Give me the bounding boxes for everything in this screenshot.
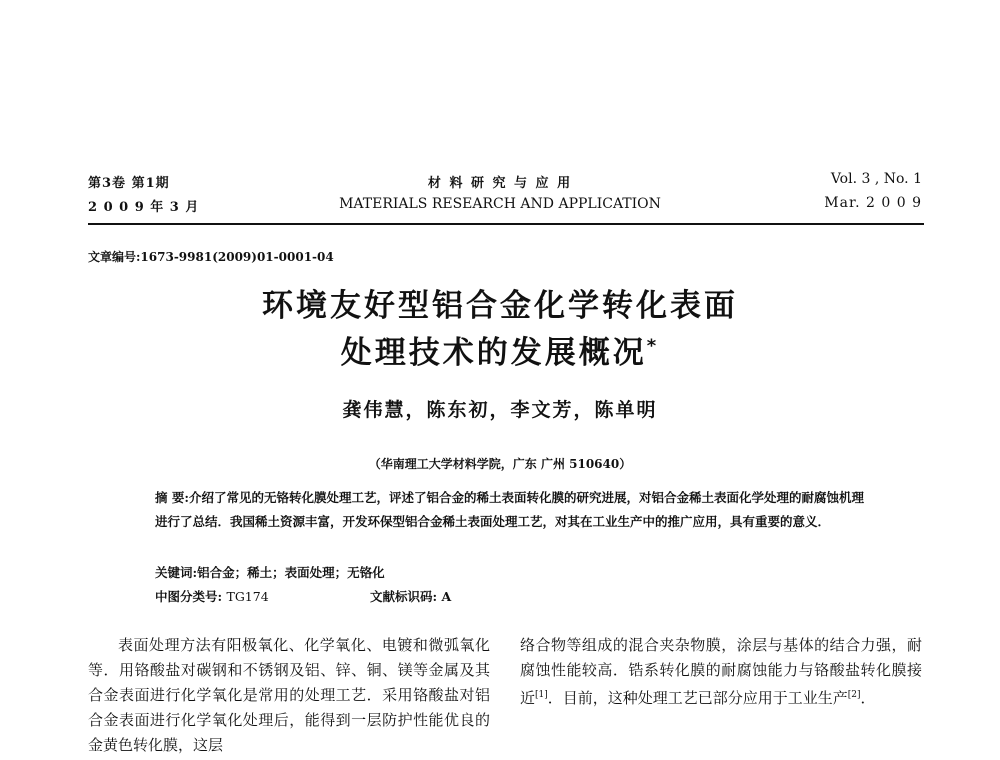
abstract-label: 摘 要: [155,490,189,505]
body-left-column [88,633,490,758]
classification-label: 中图分类号: [155,589,223,604]
date-en: Mar. 2 0 0 9 [824,195,922,211]
title-line-2 [0,327,1000,372]
volume-issue-en: Vol. 3 , No. 1 [830,171,922,187]
classification-value: TG174 [226,589,269,604]
abstract [155,486,865,533]
document-code-label: 文献标识码: [370,589,438,604]
body-right-text-1: 络合物等组成的混合夹杂物膜，涂层与基体的结合力强，耐腐蚀性能较高．锆系转化膜的耐腐蚀能力与铬酸盐转化膜接近 [520,636,922,707]
authors: 龚伟慧，陈东初，李文芳，陈单明 [342,399,658,421]
body-right-text-3: ． [860,689,876,707]
title-footnote-mark: * [646,335,660,357]
body-right-paragraph [520,633,922,711]
volume-issue: 第3卷 第1期 [88,176,170,191]
journal-name-en: MATERIALS RESEARCH AND APPLICATION [339,196,661,212]
affiliation: （华南理工大学材料学院，广东 广州 510640） [368,457,632,471]
header-rule [88,223,924,225]
keywords-text: 铝合金；稀土；表面处理；无铬化 [197,565,385,580]
keywords-label: 关键词: [155,565,198,580]
body-right-column [520,633,922,711]
body-left-paragraph: 表面处理方法有阳极氧化、化学氧化、电镀和微弧氧化等．用铬酸盐对碳钢和不锈钢及铝、锌、铜、镁等金属及其合金表面进行化学氧化是常用的处理工艺．采用铬酸盐对铝合金表面进行化学氧化处理后，能得到一层防护性能优良的金黄色转化膜，这层 [88,636,490,754]
citation-2: [2] [847,690,861,700]
article-number: 文章编号:1673-9981(2009)01-0001-04 [88,250,334,264]
document-code [370,587,451,605]
abstract-text: 介绍了常见的无铬转化膜处理工艺，评述了铝合金的稀土表面转化膜的研究进展，对铝合金稀土表面化学处理的耐腐蚀机理进行了总结．我国稀土资源丰富，开发环保型铝合金稀土表面处理工艺，对其在工业生产中的推广应用，具有重要的意义． [155,490,864,529]
citation-1: [1] [535,690,548,700]
document-code-value: A [441,589,452,604]
classification-number [155,587,269,605]
issue-date: 2 0 0 9 年 3 月 [88,200,200,215]
title-line-2-text: 处理技术的发展概况 [340,335,647,371]
keywords [155,563,385,581]
body-right-text-2: ．目前，这种处理工艺已部分应用于工业生产 [547,689,848,707]
journal-name-cn: 材 料 研 究 与 应 用 [427,176,573,191]
title-line-1: 环境友好型铝合金化学转化表面 [262,288,738,324]
